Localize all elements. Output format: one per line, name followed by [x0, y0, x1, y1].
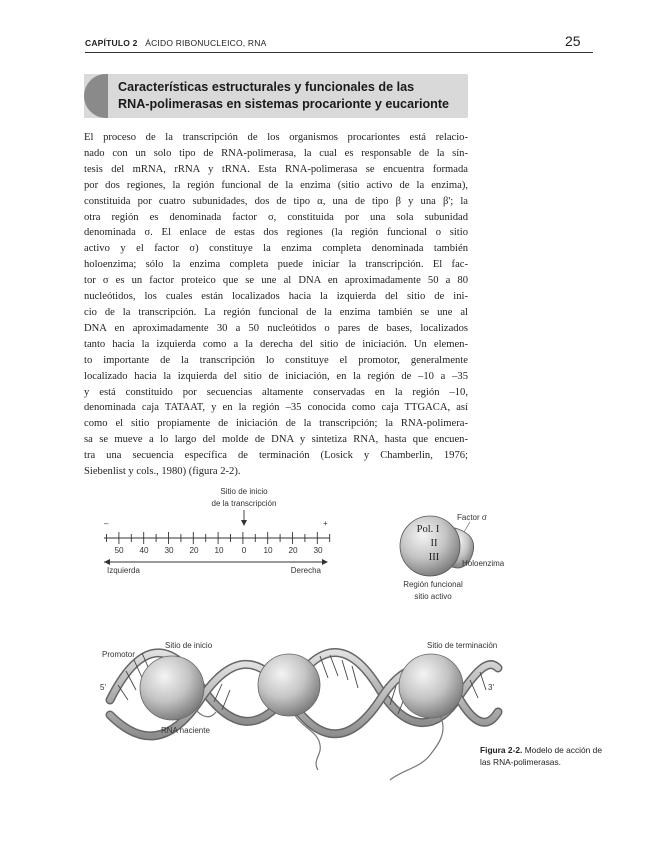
- tick-label: 50: [114, 546, 124, 555]
- pol-label-2: II: [430, 538, 438, 549]
- tick-label: 30: [164, 546, 174, 555]
- body-line: DNA en aproximadamente 30 a 50 nucleótidos o pares de bases, localizados: [84, 322, 468, 334]
- section-title-line: RNA-polimerasas en sistemas procarionte y eucarionte: [118, 97, 450, 111]
- body-line: activo y el factor σ) constituye la enzima completa denominada también: [84, 243, 468, 255]
- position-scale: [104, 487, 330, 575]
- body-line: El proceso de la transcripción de los organismos procariontes está relacio-: [84, 132, 468, 143]
- promotor-label: Promotor: [102, 650, 135, 659]
- body-line: tor σ es un factor proteico que se une al DNA en aproximadamente 50 a 80: [84, 275, 468, 287]
- holoenzyme-diagram: [400, 513, 505, 601]
- body-line: localizado hacia la izquierda del sitio de iniciación, en la región de –10 a –35: [84, 370, 468, 382]
- body-line: y está constituido por secuencias altamente conservadas en la región –10,: [84, 386, 468, 398]
- page-number: 25: [565, 33, 581, 49]
- body-line: holoenzima; sólo la enzima completa puede iniciar la transcripción. El fac-: [84, 259, 468, 271]
- five-prime-label: 5': [100, 683, 106, 692]
- body-line: cio de la transcripción. La región funcional de la enzima también se une al: [84, 306, 468, 318]
- start-site-arrow-head: [241, 520, 247, 526]
- chapter-label: CAPÍTULO 2: [85, 38, 138, 48]
- figure-caption: [480, 745, 605, 768]
- left-label: Izquierda: [107, 566, 140, 575]
- tick-label: 20: [288, 546, 298, 555]
- right-label: Derecha: [290, 566, 321, 575]
- body-line: otra región es denominada factor σ, constituida por una sola subunidad: [84, 211, 468, 223]
- holoenzyme-label: Holoenzima: [462, 559, 505, 568]
- polymerase-sphere-termination: [399, 654, 463, 718]
- body-line: denominada caja TATAAT, y en la región –35 conocida como caja TTGACA, así: [84, 402, 468, 414]
- body-line: como el sitio propiamente de iniciación de la transcripción; la RNA-polimera-: [84, 418, 468, 430]
- start-site-label-line1: Sitio de inicio: [220, 487, 268, 496]
- body-line: tesis del mRNA, rRNA y tRNA. Esta RNA-polimerasa se encuentra formada: [84, 163, 468, 175]
- factor-sigma-label: Factor σ: [457, 513, 487, 522]
- termination-label: Sitio de terminación: [427, 641, 498, 650]
- plus-sign: +: [323, 519, 328, 528]
- body-line: tanto hacia la izquierda como a la derecha del sitio de iniciación. Un elemen-: [84, 338, 468, 350]
- body-line: Siebenlist y cols., 1980) (figura 2-2).: [84, 466, 241, 478]
- body-line: sa se mueve a lo largo del molde de DNA y sintetiza RNA, hasta que encuen-: [84, 434, 468, 446]
- tick-label: 10: [214, 546, 224, 555]
- caption-number: Figura 2-2.: [480, 745, 523, 755]
- nascent-rna-label: RNA naciente: [161, 726, 210, 735]
- tick-label: 40: [139, 546, 149, 555]
- right-arrow-head: [322, 559, 328, 565]
- body-line: to importante de la transcripción lo constituye el promotor, generalmente: [84, 354, 468, 366]
- chapter-title: ÁCIDO RIBONUCLEICO, RNA: [145, 38, 267, 48]
- three-prime-label: 3': [488, 683, 494, 692]
- body-line: denominada σ. El enlace de estas dos regiones (la región funcional o sitio: [84, 227, 468, 239]
- factor-leader: [464, 522, 470, 532]
- caption-text: Modelo de acción de las RNA-polimerasas.: [480, 745, 602, 767]
- start-site-label-line2: de la transcripción: [211, 499, 277, 508]
- tick-label: 0: [241, 546, 247, 555]
- region-label-line2: sitio activo: [414, 592, 452, 601]
- dna-helix: [100, 641, 498, 780]
- body-line: constituida por cuatro subunidades, dos de tipo α, una de tipo β y una β'; la: [84, 195, 468, 207]
- start-site-dna-label: Sitio de inicio: [165, 641, 213, 650]
- minus-sign: –: [104, 519, 109, 528]
- region-label-line1: Región funcional: [403, 580, 463, 589]
- polymerase-sphere-initiation: [140, 656, 204, 720]
- body-line: nucleótidos, los cuales están localizados hacia la izquierda del sitio de ini-: [84, 291, 468, 303]
- body-line: nado con un solo tipo de RNA-polimerasa, la cual es responsable de la sín-: [84, 147, 468, 159]
- body-line: tra una secuencia específica de terminación (Losick y Chamberlin, 1976;: [84, 450, 468, 462]
- left-arrow-head: [104, 559, 110, 565]
- tick-label: 20: [189, 546, 199, 555]
- pol-label-1: Pol. I: [416, 524, 440, 535]
- pol-label-3: III: [428, 552, 440, 563]
- tick-label: 10: [263, 546, 273, 555]
- polymerase-sphere-elongation: [258, 654, 320, 716]
- section-title-line: Características estructurales y funcionales de las: [118, 80, 415, 94]
- body-line: por dos regiones, la región funcional de la enzima (sitio activo de la enzima),: [84, 179, 468, 191]
- tick-label: 30: [313, 546, 323, 555]
